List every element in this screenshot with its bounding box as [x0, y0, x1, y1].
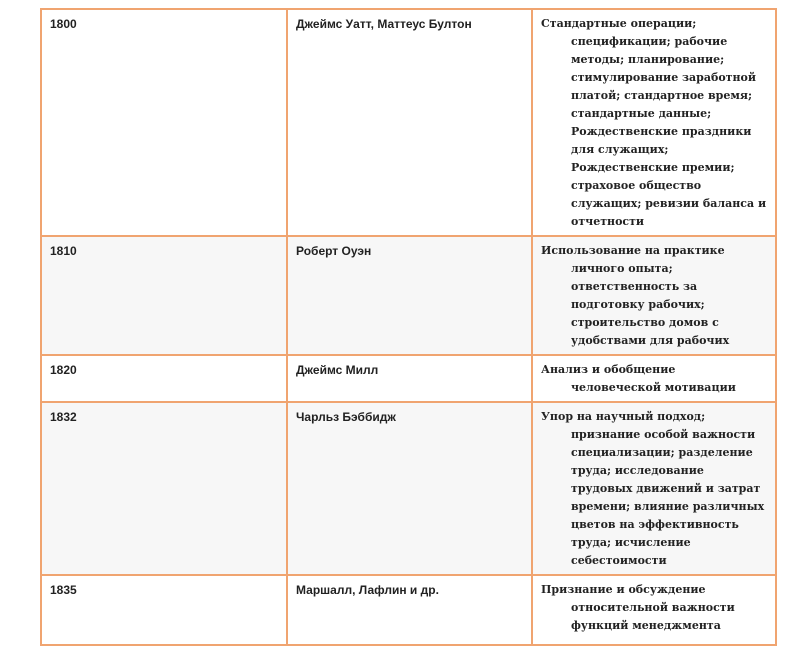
table-row	[41, 9, 776, 236]
description-cell	[532, 9, 776, 236]
person-cell	[287, 402, 532, 575]
description-cell	[532, 575, 776, 645]
management-history-table	[40, 8, 777, 646]
person-cell	[287, 236, 532, 355]
year-text: 1835	[50, 583, 77, 597]
description-cell	[532, 355, 776, 402]
year-cell	[41, 575, 287, 645]
person-text: Джеймс Милл	[296, 363, 379, 377]
description-cell	[532, 236, 776, 355]
year-text: 1820	[50, 363, 77, 377]
person-cell	[287, 9, 532, 236]
person-cell	[287, 355, 532, 402]
description-text: Упор на научный подход; признание особой важности специализации; разделение труда; исследование трудовых движений и затрат времени; влияние различных цветов на эффективность труда; исчисление себестоимости	[541, 410, 765, 567]
description-text: Признание и обсуждение относительной важности функций менеджмента	[541, 583, 735, 632]
table-row	[41, 402, 776, 575]
table-row	[41, 236, 776, 355]
person-text: Чарльз Бэббидж	[296, 410, 396, 424]
year-text: 1810	[50, 244, 77, 258]
person-text: Роберт Оуэн	[296, 244, 372, 258]
year-text: 1832	[50, 410, 77, 424]
year-text: 1800	[50, 17, 77, 31]
description-text: Использование на практике личного опыта; ответственность за подготовку рабочих; строительство домов с удобствами для рабочих	[541, 244, 730, 347]
person-cell	[287, 575, 532, 645]
description-text: Стандартные операции; спецификации; рабочие методы; планирование; стимулирование заработной платой; стандартное время; стандартные данные; Рождественские праздники для служащих; Рождественские премии; страховое общество служащих; ревизии баланса и отчетности	[541, 17, 767, 228]
person-text: Джеймс Уатт, Маттеус Бултон	[296, 17, 472, 31]
year-cell	[41, 355, 287, 402]
description-cell	[532, 402, 776, 575]
table-row	[41, 355, 776, 402]
description-text: Анализ и обобщение человеческой мотивации	[541, 363, 736, 394]
history-table-container	[40, 8, 775, 646]
year-cell	[41, 402, 287, 575]
person-text: Маршалл, Лафлин и др.	[296, 583, 439, 597]
table-row	[41, 575, 776, 645]
year-cell	[41, 9, 287, 236]
year-cell	[41, 236, 287, 355]
